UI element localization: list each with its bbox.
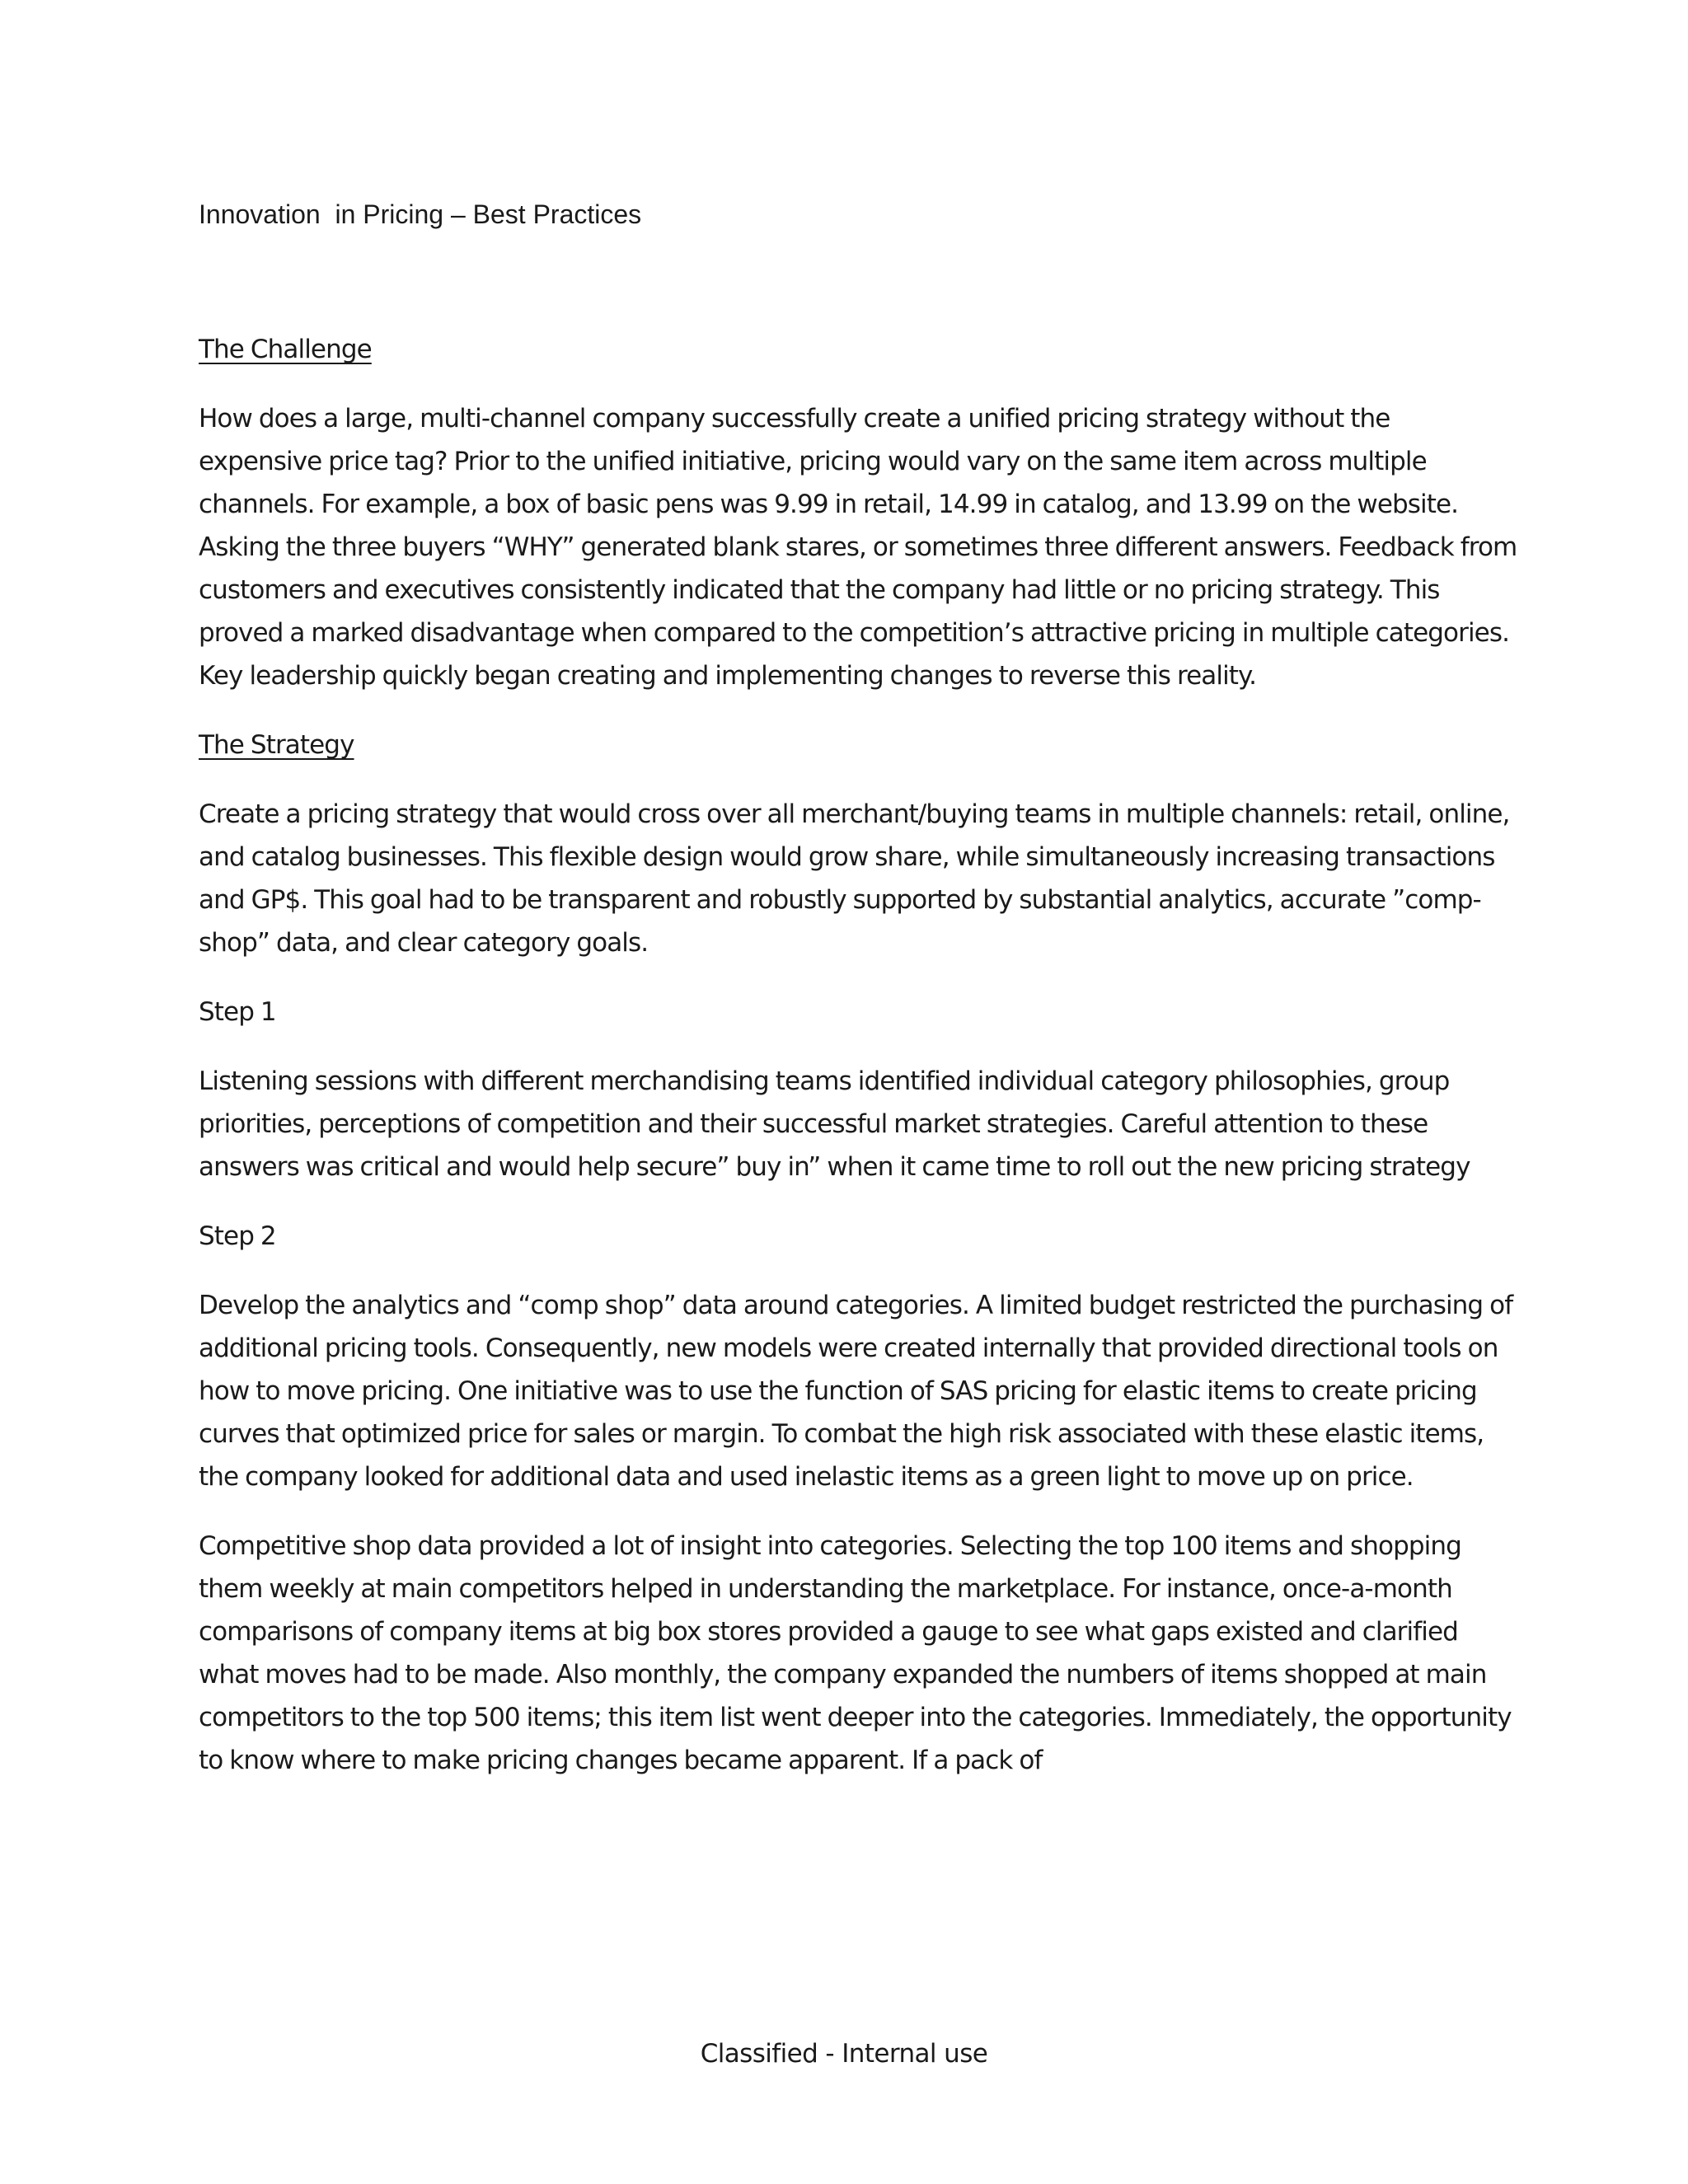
section-step-2 xyxy=(199,1215,1517,1782)
step-2-heading: Step 2 xyxy=(199,1221,276,1251)
step-1-paragraph: Listening sessions with different merchandising teams identified individual category philosophies, group priorities, perceptions of competition and their successful market strategies. Careful attention to these answers was critical and would help secure” buy in” when it came time to roll out the new pricing strategy xyxy=(199,1066,1470,1182)
document-title: Innovation in Pricing – Best Practices xyxy=(199,199,642,229)
page-footer-classification: Classified - Internal use xyxy=(700,2039,988,2069)
challenge-paragraph: How does a large, multi-channel company successfully create a unified pricing strategy without the expensive price tag? Prior to the unified initiative, pricing would vary on the same item across multiple channels. For example, a box of basic pens was 9.99 in retail, 14.99 in catalog, and 13.99 on the website. Asking the three buyers “WHY” generated blank stares, or sometimes three different answers. Feedback from customers and executives consistently indicated that the company had little or no pricing strategy. This proved a marked disadvantage when compared to the competition’s attractive pricing in multiple categories. Key leadership quickly began creating and implementing changes to reverse this reality. xyxy=(199,404,1517,691)
section-heading-strategy: The Strategy xyxy=(199,730,354,760)
step-2-paragraph-competitive-shop: Competitive shop data provided a lot of insight into categories. Selecting the top 100 items and shopping them weekly at main competitors helped in understanding the marketplace. For instance, once-a-month comparisons of company items at big box stores provided a gauge to see what gaps existed and clarified what moves had to be made. Also monthly, the company expanded the numbers of items shopped at main competitors to the top 500 items; this item list went deeper into the categories. Immediately, the opportunity to know where to make pricing changes became apparent. If a pack of xyxy=(199,1531,1512,1775)
section-heading-challenge: The Challenge xyxy=(199,335,372,364)
step-1-heading: Step 1 xyxy=(199,997,276,1027)
strategy-paragraph: Create a pricing strategy that would cross over all merchant/buying teams in multiple channels: retail, online, and catalog businesses. This flexible design would grow share, while simultaneously increasing transactions and GP$. This goal had to be transparent and robustly supported by substantial analytics, accurate ”comp-shop” data, and clear category goals. xyxy=(199,799,1510,958)
section-step-1 xyxy=(199,991,1517,1188)
section-strategy xyxy=(199,724,1517,964)
section-challenge xyxy=(199,328,1517,697)
document-body xyxy=(199,328,1517,1808)
step-2-paragraph-analytics: Develop the analytics and “comp shop” data around categories. A limited budget restricted the purchasing of additional pricing tools. Consequently, new models were created internally that provided directional tools on how to move pricing. One initiative was to use the function of SAS pricing for elastic items to create pricing curves that optimized price for sales or margin. To combat the high risk associated with these elastic items, the company looked for additional data and used inelastic items as a green light to move up on price. xyxy=(199,1291,1513,1492)
